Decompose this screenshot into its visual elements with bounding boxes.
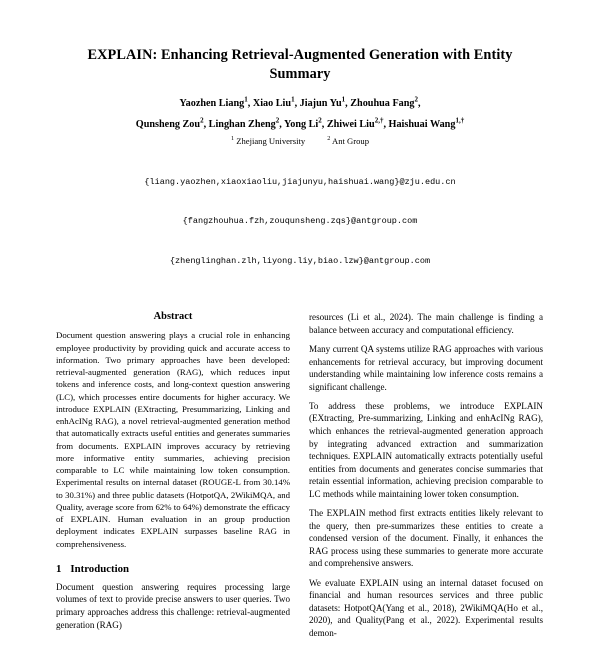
right-paragraph-4: The EXPLAIN method first extracts entities likely relevant to the query, then pre-summarizes these entities to create a condensed version of the document. Finally, it enhances the RAG process using these summaries to generate more accurate and comprehensive answers. bbox=[309, 508, 543, 569]
author-list-line-1 bbox=[62, 95, 538, 112]
email-line-2: {fangzhouhua.fzh,zouqunsheng.zqs}@antgroup.com bbox=[182, 216, 418, 227]
intro-paragraph-1: Document question answering requires processing large volumes of text to provide precise answers to user queries. Two primary approaches address this challenge: retrieval-augmented generation (RAG) bbox=[56, 581, 290, 630]
authors-line-1-text: Yaozhen Liang$^1$, Xiao Liu$^1$, Jiajun Yu$^1$, Zhouhua Fang$^2$, bbox=[179, 96, 421, 110]
abstract-heading: Abstract bbox=[153, 311, 193, 323]
left-column bbox=[56, 311, 290, 646]
affiliations bbox=[56, 135, 544, 147]
right-paragraph-5: We evaluate EXPLAIN using an internal dataset focused on financial and human resources services and three public datasets: HotpotQA(Yang et al., 2018), 2WikiMQA(Ho et al., 2020), and Quality(Pang et al., 2022). Experimental results demon- bbox=[309, 577, 543, 638]
title-text: EXPLAIN: Enhancing Retrieval-Augmented Generation with Entity Summary bbox=[87, 47, 513, 82]
right-column bbox=[309, 311, 543, 646]
affiliation-1: Zhejiang University bbox=[236, 136, 306, 147]
right-paragraph-1: resources (Li et al., 2024). The main challenge is finding a balance between accuracy and computational efficiency. bbox=[309, 312, 543, 335]
authors-line-2-text: Qunsheng Zou$^2$, Linghan Zheng$^2$, Yong Li$^2$, Zhiwei Liu$^{2,\dagger}$, Haishuai Wang$^{1,\dagger}$ bbox=[135, 116, 465, 130]
abstract-text: Document question answering plays a crucial role in enhancing employee productivity by providing quick and accurate access to information. Two primary approaches have been developed: retrieval-augmented generation (RAG), which reduces input tokens and inference costs, and long-context question answering (LC), which processes entire documents for higher accuracy. We introduce EXPLAIN (EXtracting, Presummarizing, Linking and enhAcINg RAG), a novel retrieval-augmented generation method that automatically extracts useful entities and generates summaries from documents. EXPLAIN improves accuracy by retrieving more informative entity summaries, achieving precision comparable to LC while maintaining low token consumption. Experimental results on internal dataset (ROUGE-L from 30.14% to 30.31%) and three public datasets (HotpotQA, 2WikiMQA, and Quality, average score from 62% to 64%) demonstrate the efficacy of EXPLAIN. Human evaluation in an group production deployment indicates EXPLAIN surpasses baseline RAG in comprehensiveness. bbox=[56, 330, 290, 549]
section-title: Introduction bbox=[70, 562, 130, 575]
affiliation-marker-2: 2 bbox=[327, 135, 331, 143]
affiliation-marker-1: 1 bbox=[230, 135, 235, 143]
right-paragraph-3: To address these problems, we introduce EXPLAIN (EXtracting, Pre-summarizing, Linking and enhAcINg RAG), which enhances the retrieval-augmented generation approach by integrating advanced extraction and summarization techniques. EXPLAIN automatically extracts potentially useful entities from documents and generates concise summaries that retain essential information, achieving precision comparable to LC methods while maintaining lower token consumption. bbox=[309, 400, 543, 499]
page-title bbox=[70, 46, 530, 84]
section-number: 1 bbox=[56, 562, 62, 575]
email-block bbox=[56, 149, 544, 294]
two-column-body bbox=[56, 311, 544, 646]
right-paragraph-2: Many current QA systems utilize RAG approaches with various enhancements for retrieval accuracy, but improving document understanding while maintaining low inference costs remains a significant challenge. bbox=[309, 343, 543, 392]
section-heading-introduction bbox=[56, 563, 290, 575]
email-line-1: {liang.yaozhen,xiaoxiaoliu,jiajunyu,haishuai.wang}@zju.edu.cn bbox=[144, 176, 456, 187]
affiliation-2: Ant Group bbox=[332, 136, 369, 147]
author-list-line-2 bbox=[62, 115, 538, 132]
email-line-3: {zhenglinghan.zlh,liyong.liy,biao.lzw}@antgroup.com bbox=[169, 255, 431, 266]
